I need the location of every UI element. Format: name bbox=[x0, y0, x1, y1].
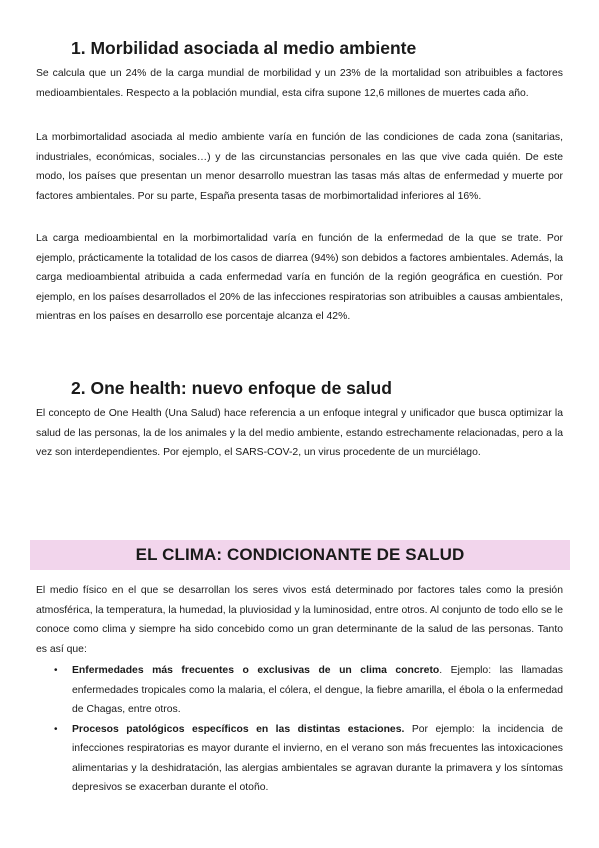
banner-title: EL CLIMA: CONDICIONANTE DE SALUD bbox=[135, 545, 465, 564]
bullet-dot-icon: • bbox=[54, 723, 58, 735]
paragraph-carga-mundial: Se calcula que un 24% de la carga mundial de morbilidad y un 23% de la mortalidad son atribuibles a factores medioambientales. Respecto a la población mundial, esta cifra supone 12,6 millones de muertes cada año. bbox=[36, 68, 563, 99]
bullet-dot-icon: • bbox=[54, 665, 58, 676]
bullet-lead-text: Enfermedades más frecuentes o exclusivas de un clima concreto bbox=[72, 665, 440, 676]
bullet-item-procesos-estaciones bbox=[36, 720, 563, 798]
paragraph-carga-medioambiental: La carga medioambiental en la morbimortalidad varía en función de la enfermedad de la que se trate. Por ejemplo, prácticamente la totalidad de los casos de diarrea (94%) son debidos a factores ambientales. Además, la carga medioambiental atribuida a cada enfermedad varía en función de la región geográfica en cuestión. Por ejemplo, en los países desarrollados el 20% de las infecciones respiratorias son atribuibles a causas ambientales, mientras en los países en desarrollo ese porcentaje alcanza el 42%. bbox=[36, 233, 563, 322]
bullet-list-clima bbox=[36, 661, 563, 798]
bullet-lead-text: Procesos patológicos específicos en las distintas estaciones. bbox=[72, 723, 405, 735]
paragraph-one-health: El concepto de One Health (Una Salud) hace referencia a un enfoque integral y unificador que busca optimizar la salud de las personas, la de los animales y la del medio ambiente, estando estrechamente relacionadas, pero a la vez son interdependientes. Por ejemplo, el SARS-COV-2, un virus procedente de un murciélago. bbox=[36, 408, 563, 458]
bullet-item-enfermedades-clima bbox=[36, 661, 563, 720]
bullet-body-text: . Ejemplo: las llamadas enfermedades tropicales como la malaria, el cólera, el dengue, la fiebre amarilla, el ébola o la enfermedad de Chagas, entre otros. bbox=[72, 665, 563, 715]
bullet-body-text: Por ejemplo: la incidencia de infecciones respiratorias es mayor durante el invierno, en el verano son más frecuentes las intoxicaciones alimentarias y la deshidratación, las alergias ambientales se agravan durante la primavera y los síntomas depresivos se exacerban durante el otoño. bbox=[72, 723, 563, 793]
section-heading-one-health: 2. One health: nuevo enfoque de salud bbox=[71, 378, 392, 398]
paragraph-morbimortalidad-condiciones: La morbimortalidad asociada al medio ambiente varía en función de las condiciones de cada zona (sanitarias, industriales, económicas, sociales…) y de las circunstancias personales en las que vive cada quién. De este modo, los países que presentan un menor desarrollo muestran las tasas más altas de enfermedad y muerte por factores ambientales. Por su parte, España presenta tasas de morbimortalidad inferiores al 16%. bbox=[36, 132, 563, 202]
section-heading-morbilidad: 1. Morbilidad asociada al medio ambiente bbox=[71, 38, 417, 58]
section-banner-clima bbox=[30, 540, 570, 570]
paragraph-clima-intro: El medio físico en el que se desarrollan los seres vivos está determinado por factores tales como la presión atmosférica, la temperatura, la humedad, la pluviosidad y la luminosidad, entre otros. Al conjunto de todo ello se le conoce como clima y siempre ha sido concebido como un gran determinante de la salud de las personas. Tanto es así que: bbox=[36, 585, 563, 655]
